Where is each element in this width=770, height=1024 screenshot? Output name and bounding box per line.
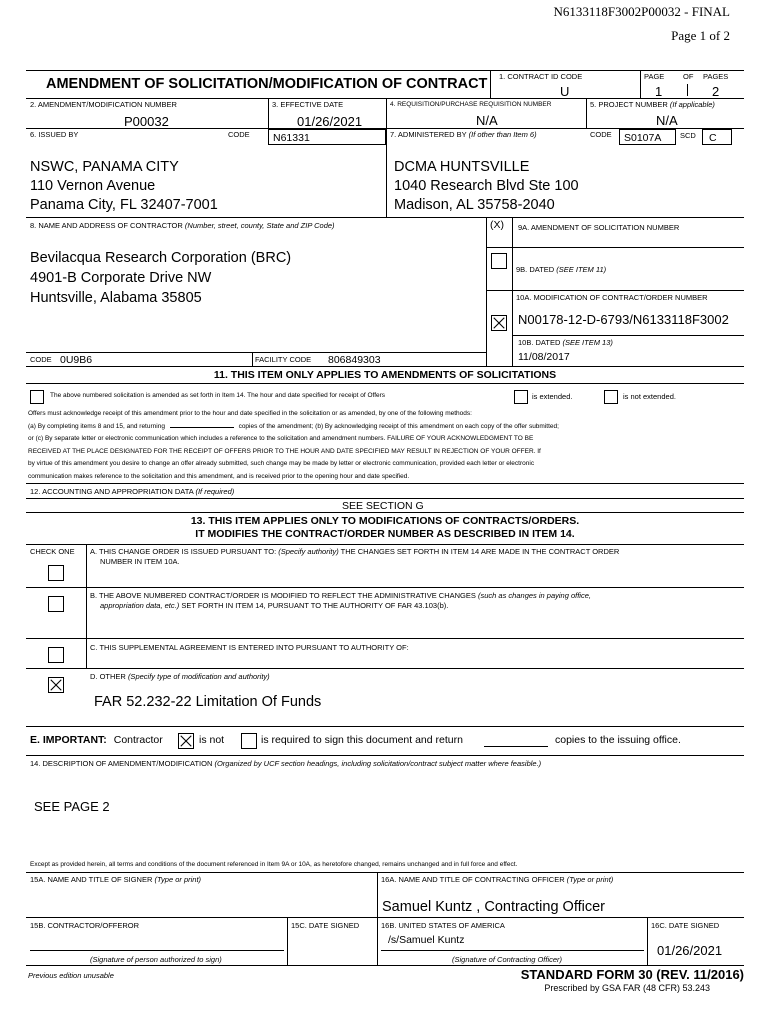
pages-label: PAGES — [703, 72, 729, 81]
effective-date-label: 3. EFFECTIVE DATE — [272, 100, 344, 109]
requisition-value: N/A — [476, 113, 498, 128]
item-10b-value: 11/08/2017 — [518, 351, 570, 363]
effective-date-value: 01/26/2021 — [297, 114, 363, 129]
section-11-instructions — [28, 408, 742, 483]
copies-return-blank[interactable] — [484, 746, 548, 747]
issuer-city: Panama City, FL 32407-7001 — [30, 197, 218, 213]
footer-form-number: STANDARD FORM 30 (REV. 11/2016) — [520, 967, 744, 982]
issued-code-value: N61331 — [273, 132, 310, 144]
important-label: E. IMPORTANT: — [30, 734, 107, 746]
admin-code-box — [619, 129, 676, 145]
officer-signature-line — [381, 950, 644, 951]
facility-code-value: 806849303 — [328, 354, 381, 366]
contract-id-value: U — [560, 84, 570, 99]
contractor-name: Bevilacqua Research Corporation (BRC) — [30, 250, 292, 266]
is-not-extended-checkbox[interactable] — [604, 390, 618, 404]
contractor-city: Huntsville, Alabama 35805 — [30, 290, 202, 306]
contractor-street: 4901-B Corporate Drive NW — [30, 270, 212, 286]
issued-code-label: CODE — [228, 130, 250, 139]
issued-code-box — [268, 129, 386, 145]
footer-prescribed: Prescribed by GSA FAR (48 CFR) 53.243 — [544, 983, 710, 993]
contractor-signature-line[interactable] — [30, 950, 284, 951]
item-9b-label: 9B. DATED — [516, 265, 555, 274]
is-required-label: is required to sign this document and return — [261, 734, 463, 746]
page-label: PAGE — [644, 72, 665, 81]
footer-previous-edition: Previous edition unusable — [28, 971, 114, 980]
item-12-label: 12. ACCOUNTING AND APPROPRIATION DATA — [30, 487, 194, 496]
important-contractor: Contractor — [113, 734, 163, 746]
copies-blank[interactable] — [170, 427, 234, 428]
item-10a-value: N00178-12-D-6793/N6133118F3002 — [518, 312, 729, 327]
checked-x-icon — [492, 316, 506, 330]
admin-name: DCMA HUNTSVILLE — [394, 159, 530, 175]
admin-street: 1040 Research Blvd Ste 100 — [394, 178, 579, 194]
amendment-number-value: P00032 — [124, 114, 169, 129]
checked-x-icon — [49, 678, 63, 692]
pages-value: 2 — [712, 84, 720, 99]
is-extended-checkbox[interactable] — [514, 390, 528, 404]
issuer-address — [30, 158, 218, 215]
page-value: 1 — [655, 84, 663, 99]
amendment-number-label: 2. AMENDMENT/MODIFICATION NUMBER — [30, 100, 177, 109]
instruction-line-6: communication makes reference to the solicitation and this amendment, and is received prior to the opening hour and date specified. — [28, 472, 410, 480]
item-9-checkbox[interactable] — [491, 253, 507, 269]
option-c-checkbox[interactable] — [48, 647, 64, 663]
section-11-line1: The above numbered solicitation is amended as set forth in Item 14. The hour and date specified for receipt of Offers — [50, 392, 386, 399]
item-16c-value: 01/26/2021 — [657, 943, 723, 958]
option-d-label: D. OTHER — [90, 672, 126, 681]
item-10b-label: 10B. DATED — [518, 338, 561, 347]
section-13-title: 13. THIS ITEM APPLIES ONLY TO MODIFICATIONS OF CONTRACTS/ORDERS. IT MODIFIES THE CONTRACT/ORDER NUMBER AS DESCRIBED IN ITEM 14. — [190, 515, 580, 540]
issuer-name: NSWC, PANAMA CITY — [30, 159, 179, 175]
admin-address — [394, 158, 579, 215]
option-c-text: C. THIS SUPPLEMENTAL AGREEMENT IS ENTERED INTO PURSUANT TO AUTHORITY OF: — [90, 643, 409, 652]
contractor-label: 8. NAME AND ADDRESS OF CONTRACTOR — [30, 221, 183, 230]
is-required-checkbox[interactable] — [241, 733, 257, 749]
project-number-note: (If applicable) — [669, 100, 715, 109]
item-15b-label: 15B. CONTRACTOR/OFFEROR — [30, 921, 140, 930]
admin-city: Madison, AL 35758-2040 — [394, 197, 555, 213]
copies-issuing-label: copies to the issuing office. — [555, 734, 681, 746]
section-11-title: 11. THIS ITEM ONLY APPLIES TO AMENDMENTS OF SOLICITATIONS — [213, 369, 557, 381]
instruction-line-3: or (c) By separate letter or electronic communication which includes a reference to the solicitation and amendment numbers. FAILURE OF YOUR ACKNOWLEDGMENT TO BE — [28, 435, 534, 442]
option-b-checkbox[interactable] — [48, 596, 64, 612]
scd-value: C — [709, 132, 717, 144]
solicitation-amended-checkbox[interactable] — [30, 390, 44, 404]
item-16a-note: (Type or print) — [566, 875, 614, 884]
item-12-value: SEE SECTION G — [342, 500, 424, 512]
item-16c-label: 16C. DATE SIGNED — [651, 921, 720, 930]
document-id: N6133118F3002P00032 - FINAL — [553, 4, 730, 19]
is-extended-label: is extended. — [532, 392, 573, 401]
page-divider — [687, 84, 688, 96]
page-info: Page 1 of 2 — [671, 28, 730, 43]
is-not-label: is not — [199, 734, 225, 746]
except-text: Except as provided herein, all terms and conditions of the document referenced in Item 9A or 10A, as heretofore changed, remains unchanged and in full force and effect. — [30, 861, 518, 868]
issued-by-label: 6. ISSUED BY — [30, 130, 79, 139]
instruction-line-1: Offers must acknowledge receipt of this amendment prior to the hour and date specified in the solicitation or as amended, by one of the following methods: — [28, 410, 472, 417]
admin-code-value: S0107A — [624, 132, 662, 144]
item-12-note: (If required) — [195, 487, 235, 496]
x-column-label: (X) — [490, 219, 504, 231]
issuer-street: 110 Vernon Avenue — [30, 178, 156, 194]
item-15a-note: (Type or print) — [154, 875, 202, 884]
item-14-label: 14. DESCRIPTION OF AMENDMENT/MODIFICATION — [30, 759, 213, 768]
important-row — [30, 734, 163, 746]
item-16b-label: 16B. UNITED STATES OF AMERICA — [381, 921, 505, 930]
signature-officer-caption: (Signature of Contracting Officer) — [452, 955, 563, 964]
instruction-line-4: RECEIVED AT THE PLACE DESIGNATED FOR THE RECEIPT OF OFFERS PRIOR TO THE HOUR AND DATE SPECIFIED MAY RESULT IN REJECTION OF YOUR OFFER. If — [28, 447, 541, 455]
option-d-checkbox[interactable] — [48, 677, 64, 693]
contract-id-label: 1. CONTRACT ID CODE — [499, 72, 583, 81]
item-16a-value: Samuel Kuntz , Contracting Officer — [382, 899, 605, 915]
instruction-line-2: (a) By completing items 8 and 15, and returning copies of the amendment; (b) By acknowledging receipt of this amendment on each copy of the offer submitted; — [28, 422, 559, 430]
item-14-note: (Organized by UCF section headings, including solicitation/contract subject matter where feasible.) — [214, 759, 542, 768]
requisition-label: 4. REQUISITION/PURCHASE REQUISITION NUMBER — [390, 101, 552, 108]
project-number-value: N/A — [656, 113, 678, 128]
instruction-line-5: by virtue of this amendment you desire to change an offer already submitted, such change may be made by letter or electronic communication, provided each letter or electronic — [28, 460, 535, 467]
administered-by-note: (If other than Item 6) — [468, 130, 537, 139]
form-title: AMENDMENT OF SOLICITATION/MODIFICATION OF CONTRACT — [46, 76, 488, 92]
facility-code-label: FACILITY CODE — [255, 355, 312, 364]
item-16a-label: 16A. NAME AND TITLE OF CONTRACTING OFFICER — [381, 875, 565, 884]
item-9a-label: 9A. AMENDMENT OF SOLICITATION NUMBER — [518, 223, 680, 232]
item-14-value: SEE PAGE 2 — [34, 799, 110, 814]
contractor-address — [30, 248, 291, 308]
option-d-value: FAR 52.232-22 Limitation Of Funds — [94, 694, 322, 710]
item-15a-label: 15A. NAME AND TITLE OF SIGNER — [30, 875, 153, 884]
item-9b-note: (SEE ITEM 11) — [556, 265, 607, 274]
item-10b-note: (SEE ITEM 13) — [562, 338, 613, 347]
item-16b-value: /s/Samuel Kuntz — [388, 934, 465, 946]
option-b-text: B. THE ABOVE NUMBERED CONTRACT/ORDER IS MODIFIED TO REFLECT THE ADMINISTRATIVE CHANGES (such as changes in paying office, appropriation data, etc.) SET FORTH IN ITEM 14, PURSUANT TO THE AUTHORITY OF FAR 43.103(b). — [90, 591, 591, 610]
option-a-text: A. THIS CHANGE ORDER IS ISSUED PURSUANT TO: (Specify authority) THE CHANGES SET FORTH IN ITEM 14 ARE MADE IN THE CONTRACT ORDER NUMBER IN ITEM 10A. — [90, 547, 620, 566]
of-label: OF — [683, 72, 694, 81]
signature-person-caption: (Signature of person authorized to sign) — [90, 955, 222, 964]
item-10-checkbox[interactable] — [491, 315, 507, 331]
admin-code-label: CODE — [590, 130, 612, 139]
contractor-code-value: 0U9B6 — [60, 354, 93, 366]
item-10a-label: 10A. MODIFICATION OF CONTRACT/ORDER NUMBER — [516, 293, 708, 302]
checked-x-icon — [179, 734, 193, 748]
option-d-note: (Specify type of modification and authority) — [127, 672, 270, 681]
administered-by-label: 7. ADMINISTERED BY — [390, 130, 467, 139]
project-number-label: 5. PROJECT NUMBER — [590, 100, 668, 109]
scd-box — [702, 129, 732, 145]
option-a-checkbox[interactable] — [48, 565, 64, 581]
is-not-extended-label: is not extended. — [623, 392, 676, 401]
is-not-checkbox[interactable] — [178, 733, 194, 749]
contractor-code-label: CODE — [30, 355, 52, 364]
item-15c-label: 15C. DATE SIGNED — [291, 921, 360, 930]
contractor-note: (Number, street, county, State and ZIP Code) — [184, 221, 335, 230]
check-one-label: CHECK ONE — [30, 547, 75, 556]
scd-label: SCD — [680, 131, 696, 140]
